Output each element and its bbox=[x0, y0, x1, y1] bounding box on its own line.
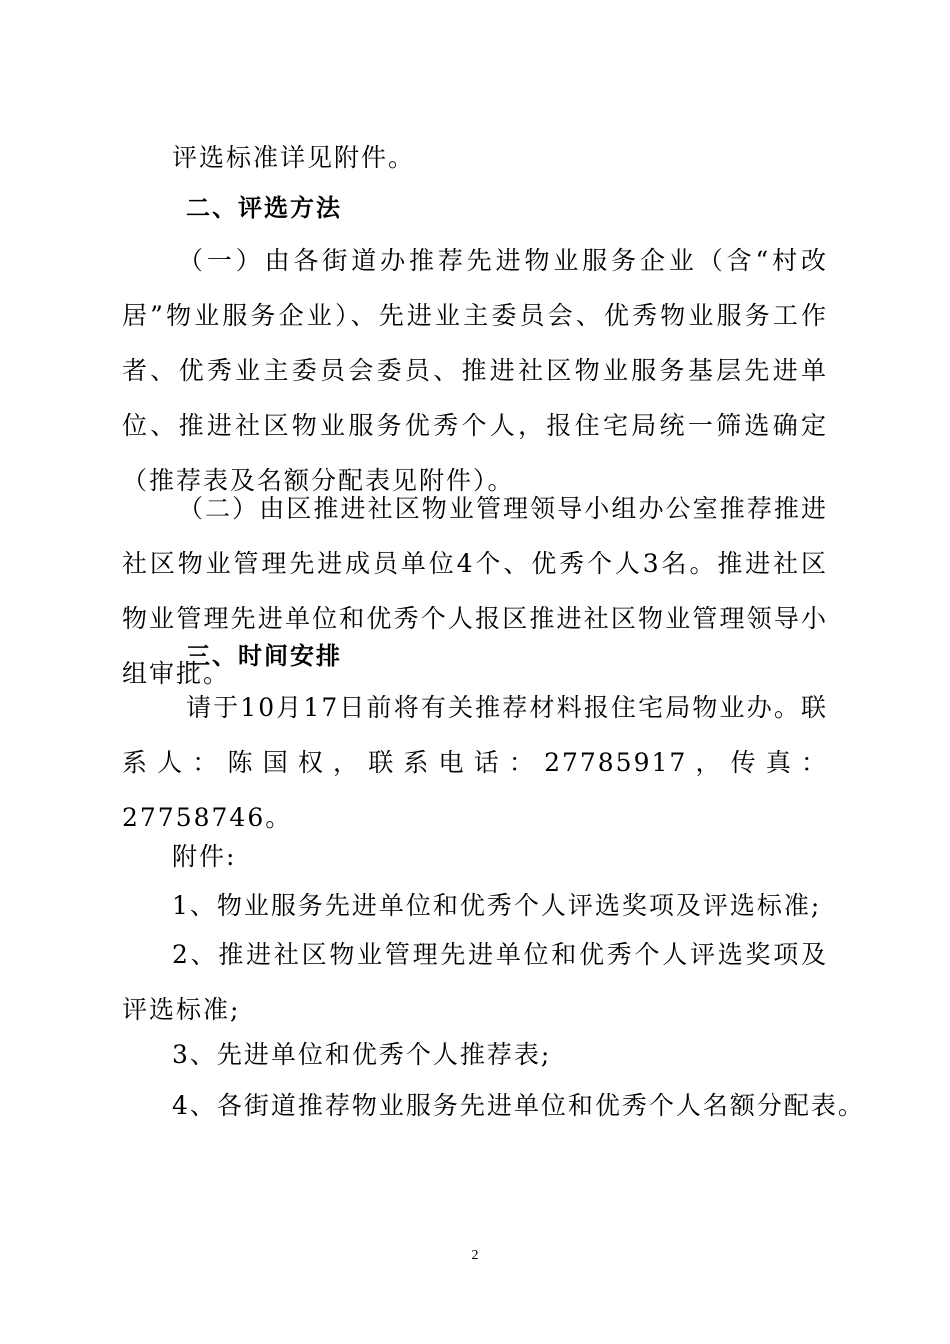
schedule-paragraph: 请于10月17日前将有关推荐材料报住宅局物业办。联系人：陈国权，联系电话：27785917，传真：27758746。 bbox=[122, 693, 828, 832]
attachment-item-4: 4、各街道推荐物业服务先进单位和优秀个人名额分配表。 bbox=[172, 1091, 865, 1120]
attachment-item-3: 3、先进单位和优秀个人推荐表; bbox=[172, 1040, 552, 1069]
method-1-paragraph: （一）由各街道办推荐先进物业服务企业（含“村改居”物业服务企业）、先进业主委员会、优秀物业服务工作者、优秀业主委员会委员、推进社区物业服务基层先进单位、推进社区物业服务优秀个人，报住宅局统一筛选确定（推荐表及名额分配表见附件）。 bbox=[122, 246, 828, 495]
criteria-line: 评选标准详见附件。 bbox=[172, 143, 416, 172]
section-2-heading: 二、评选方法 bbox=[186, 194, 342, 222]
page-number: 2 bbox=[471, 1248, 479, 1263]
method-2-paragraph: （二）由区推进社区物业管理领导小组办公室推荐推进社区物业管理先进成员单位4个、优秀个人3名。推进社区物业管理先进单位和优秀个人报区推进社区物业管理领导小组审批。 bbox=[122, 494, 828, 688]
section-3-heading: 三、时间安排 bbox=[186, 642, 342, 670]
attachment-item-2: 2、推进社区物业管理先进单位和优秀个人评选奖项及评选标准; bbox=[122, 940, 828, 1024]
attachment-item-1: 1、物业服务先进单位和优秀个人评选奖项及评选标准; bbox=[172, 891, 822, 920]
attachments-label: 附件: bbox=[172, 842, 237, 871]
